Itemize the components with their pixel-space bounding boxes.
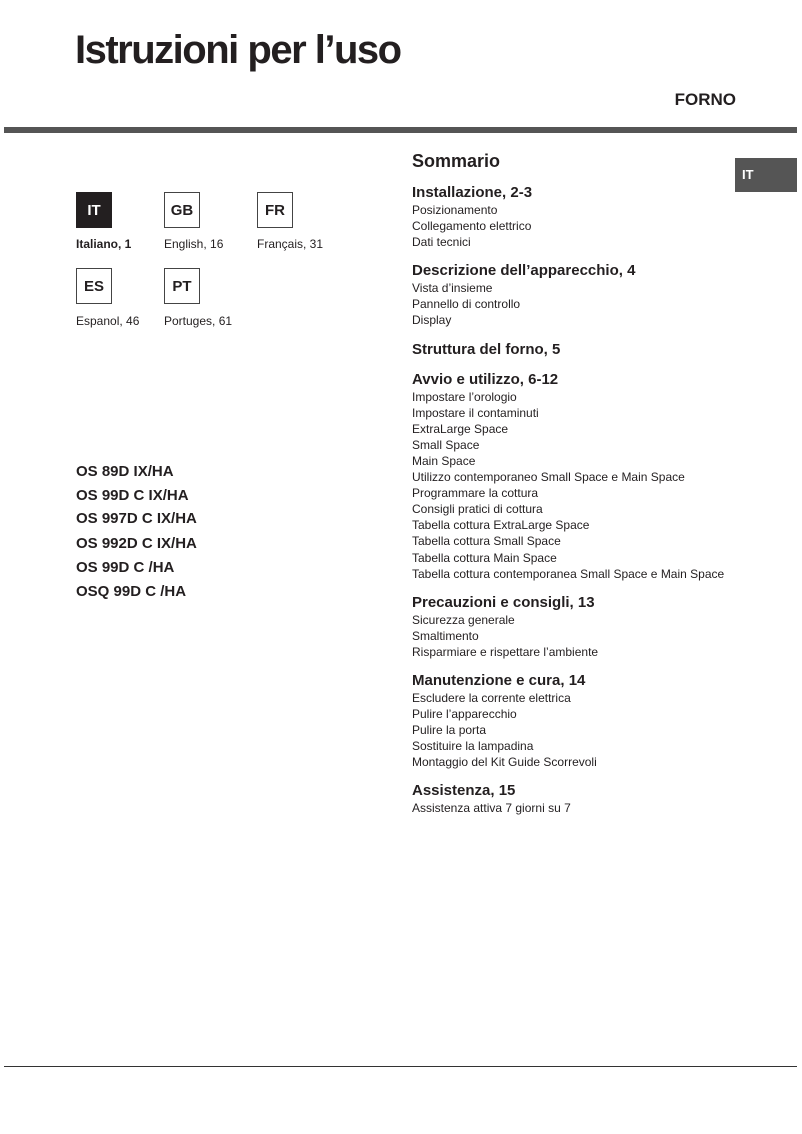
- language-label-fr: Français, 31: [257, 237, 324, 251]
- toc-section: [412, 371, 732, 582]
- toc-heading[interactable]: Manutenzione e cura, 14: [412, 671, 586, 689]
- language-code: FR: [265, 201, 285, 219]
- header-divider: [4, 127, 797, 133]
- toc-item[interactable]: Escludere la corrente elettrica: [412, 690, 571, 705]
- toc-heading[interactable]: Descrizione dell’apparecchio, 4: [412, 262, 636, 280]
- toc-item[interactable]: Vista d’insieme: [412, 281, 493, 296]
- model-number: OS 992D C IX/HA: [76, 535, 197, 552]
- toc-item[interactable]: Collegamento elettrico: [412, 219, 532, 234]
- language-side-tab: IT: [735, 158, 797, 192]
- language-code: GB: [170, 201, 194, 219]
- toc-item[interactable]: Tabella cottura contemporanea Small Space e Main Space: [412, 566, 725, 581]
- language-box-it[interactable]: [76, 192, 112, 228]
- language-box-pt[interactable]: [164, 268, 200, 304]
- toc-item[interactable]: Montaggio del Kit Guide Scorrevoli: [412, 755, 597, 770]
- toc-section: [412, 341, 732, 359]
- toc-section: [412, 184, 732, 250]
- toc-item[interactable]: Programmare la cottura: [412, 486, 539, 501]
- language-code-es: ES: [83, 277, 104, 295]
- toc-item[interactable]: Pulire la porta: [412, 723, 487, 738]
- toc-item[interactable]: Risparmiare e rispettare l’ambiente: [412, 644, 599, 659]
- toc-item[interactable]: Dati tecnici: [412, 235, 471, 250]
- language-label-pt: Portuges, 61: [164, 314, 233, 328]
- toc-item[interactable]: Assistenza attiva 7 giorni su 7: [412, 801, 571, 816]
- toc-item[interactable]: Posizionamento: [412, 203, 498, 217]
- footer-divider: [4, 1066, 797, 1067]
- toc-heading[interactable]: Precauzioni e consigli, 13: [412, 593, 595, 611]
- toc-heading[interactable]: Assistenza, 15: [412, 782, 516, 800]
- language-label-es: Espanol, 46: [76, 314, 140, 328]
- language-code: IT: [87, 201, 101, 219]
- language-box-fr[interactable]: [257, 192, 293, 228]
- toc-item[interactable]: Tabella cottura ExtraLarge Space: [412, 518, 590, 533]
- toc-item[interactable]: Pulire l’apparecchio: [412, 707, 517, 722]
- toc-item[interactable]: Smaltimento: [412, 628, 479, 643]
- model-number: OS 997D C IX/HA: [76, 510, 197, 527]
- language-code-pt: PT: [172, 277, 192, 295]
- toc-heading[interactable]: Installazione, 2-3: [412, 184, 533, 201]
- model-number: OS 89D IX/HA: [76, 463, 174, 480]
- toc-item[interactable]: Impostare l’orologio: [412, 389, 517, 404]
- toc-item[interactable]: Impostare il contaminuti: [412, 405, 539, 420]
- toc-item[interactable]: Consigli pratici di cottura: [412, 502, 543, 517]
- product-type: FORNO: [674, 90, 736, 109]
- toc-title: Sommario: [412, 151, 501, 171]
- language-label-it: Italiano, 1: [76, 237, 132, 251]
- toc-item[interactable]: Small Space: [412, 437, 480, 452]
- toc-section: [412, 594, 732, 660]
- toc-item[interactable]: Main Space: [412, 453, 476, 468]
- toc-section: [412, 262, 732, 328]
- toc-item[interactable]: Tabella cottura Main Space: [412, 550, 557, 565]
- toc-section: [412, 782, 732, 816]
- toc-section: [412, 672, 732, 770]
- toc-item[interactable]: Pannello di controllo: [412, 297, 521, 312]
- toc-item[interactable]: Sicurezza generale: [412, 612, 515, 627]
- language-label-gb: English, 16: [164, 237, 224, 251]
- toc-item[interactable]: Sostituire la lampadina: [412, 739, 534, 754]
- toc-heading[interactable]: Avvio e utilizzo, 6-12: [412, 370, 559, 388]
- language-box-gb[interactable]: [164, 192, 200, 228]
- toc-heading[interactable]: Struttura del forno, 5: [412, 340, 561, 358]
- model-number: OSQ 99D C /HA: [76, 583, 187, 600]
- table-of-contents: [412, 150, 732, 829]
- toc-item[interactable]: Tabella cottura Small Space: [412, 534, 561, 549]
- toc-item[interactable]: Utilizzo contemporaneo Small Space e Main Space: [412, 470, 685, 485]
- model-number: OS 99D C /HA: [76, 559, 175, 576]
- model-number: OS 99D C IX/HA: [76, 487, 189, 504]
- page-title: Istruzioni per l’uso: [75, 28, 401, 72]
- toc-item[interactable]: Display: [412, 313, 452, 328]
- toc-item[interactable]: ExtraLarge Space: [412, 421, 509, 436]
- language-box-es[interactable]: [76, 268, 112, 304]
